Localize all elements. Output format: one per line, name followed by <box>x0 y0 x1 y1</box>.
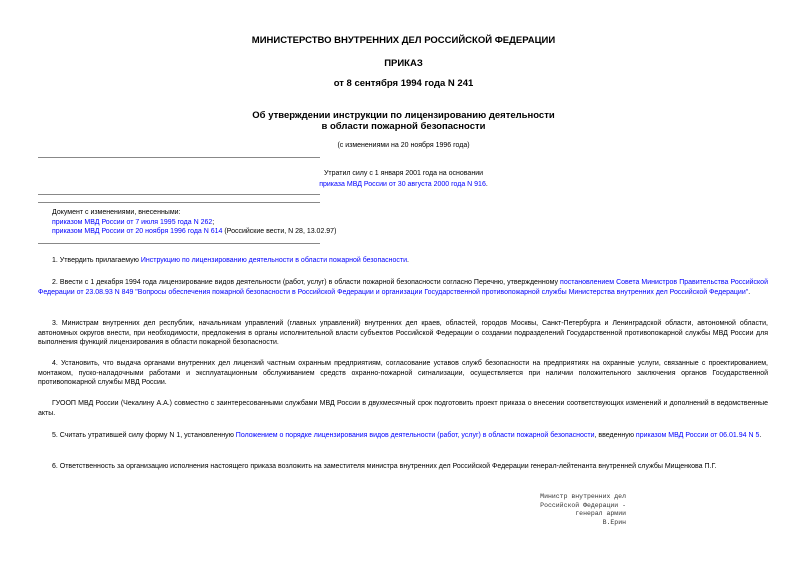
changes-block <box>52 208 336 237</box>
expired-ref-dot: . <box>485 181 488 188</box>
changes-item <box>52 227 336 237</box>
paragraph-6: 6. Ответственность за организацию исполнения настоящего приказа возложить на заместителя министра внутренних дел Российской Федерации генерал-лейтенанта внутренней службы Мищенкова П.Г. <box>52 463 717 470</box>
paragraph-5-text: 5. Считать утратившей силу форму N 1, установленную <box>52 432 236 439</box>
paragraph-2-text: 2. Ввести с 1 декабря 1994 года лицензирование видов деятельности (работ, услуг) в области пожарной безопасности согласно Перечню, утвержденному <box>52 279 561 286</box>
paragraph-1 <box>38 256 768 266</box>
doc-type-heading: ПРИКАЗ <box>384 58 423 69</box>
title-line-1: Об утверждении инструкции по лицензированию деятельности <box>252 110 555 121</box>
signature-name: В.Ерин <box>602 518 626 526</box>
changes-item-source: (Российские вести, N 28, 13.02.97) <box>222 228 337 235</box>
paragraph-4: 4. Установить, что выдача органами внутренних дел лицензий частным охранным предприятиям, согласование уставов служб безопасности на предприятиях на охранные услуги, связанные с проектированием, монтажом, пуско-наладочными работами и эксплуатационным обслуживанием средств охранно-пожарной сигнализации, осуществляется при наличии положительного заключения органов Государственной противопожарной службы МВД России. <box>38 360 768 386</box>
paragraph-1-text: 1. Утвердить прилагаемую <box>52 257 141 264</box>
title-line-2: в области пожарной безопасности <box>321 121 486 132</box>
resolution-link[interactable]: постановлением Совета Министров Правительства Российской Федерации от 23.08.93 N 849 "Вопросы обеспечения пожарной безопасности в Российской Федерации и организации Государственной противопожарной службы Министерства внутренних дел Российской Федерации" <box>38 279 768 296</box>
expired-note: Утратил силу с 1 января 2001 года на основании <box>323 170 484 177</box>
paragraph-3: 3. Министрам внутренних дел республик, начальникам управлений (главных управлений) внутренних дел краев, областей, городов Москвы, Санкт-Петербурга и Ленинградской области, автономной области, автономных округов внести, при необходимости, предложения в органы исполнительной власти субъектов Российской Федерации о создании подразделений Государственной противопожарной службы МВД России для выполнения функций лицензирования в области пожарной безопасности. <box>38 320 768 346</box>
date-number-heading: от 8 сентября 1994 года N 241 <box>333 78 474 89</box>
signature-line: генерал армии <box>575 510 626 518</box>
paragraph-2-dot: . <box>748 288 751 296</box>
expired-order-link[interactable]: приказа МВД России от 30 августа 2000 года N 916 <box>319 181 486 188</box>
divider <box>38 202 320 203</box>
change-order-link-2[interactable]: приказом МВД России от 20 ноября 1996 года N 614 <box>52 228 223 235</box>
change-order-link-1[interactable]: приказом МВД России от 7 июля 1995 года N 262 <box>52 218 213 226</box>
divider <box>38 194 320 195</box>
divider <box>38 243 320 244</box>
regulation-link[interactable]: Положением о порядке лицензирования видов деятельности (работ, услуг) в области пожарной безопасности <box>235 432 595 439</box>
signature-block <box>520 493 626 527</box>
paragraph-5 <box>38 431 768 441</box>
order-link[interactable]: приказом МВД России от 06.01.94 N 5 <box>635 432 760 439</box>
paragraph-1-dot: . <box>407 257 409 264</box>
changes-item <box>52 218 336 228</box>
signature-line: Российской Федерации - <box>540 501 626 509</box>
signature-line: Министр внутренних дел <box>540 493 626 500</box>
paragraph-4-continuation: ГУООП МВД России (Чекалину А.А.) совместно с заинтересованными службами МВД России в двухмесячный срок подготовить проект приказа о внесении соответствующих изменений и дополнений в ведомственные акты. <box>38 400 768 417</box>
changes-item-semicolon: ; <box>212 218 215 226</box>
paragraph-2 <box>38 278 768 297</box>
changes-label: Документ с изменениями, внесенными: <box>52 209 181 216</box>
instruction-link[interactable]: Инструкцию по лицензированию деятельности в области пожарной безопасности <box>140 257 407 264</box>
divider <box>38 157 320 158</box>
ministry-heading: МИНИСТЕРСТВО ВНУТРЕННИХ ДЕЛ РОССИЙСКОЙ ФЕДЕРАЦИИ <box>251 35 556 46</box>
amendments-note: (с изменениями на 20 ноября 1996 года) <box>337 142 470 149</box>
expired-ref <box>0 180 807 189</box>
paragraph-5-dot: . <box>759 432 762 439</box>
paragraph-5-text-2: , введенную <box>594 432 636 439</box>
